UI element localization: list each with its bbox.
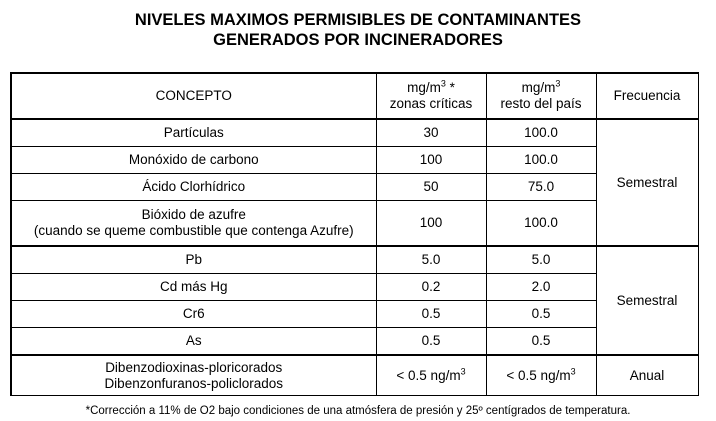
header-sub-label: zonas críticas	[389, 96, 473, 111]
header-frecuencia: Frecuencia	[596, 73, 698, 119]
value-exponent: 3	[570, 366, 576, 376]
header-sub-label: resto del país	[500, 96, 582, 111]
cell-resto: 0.5	[486, 301, 596, 328]
cell-critica: 5.0	[376, 246, 486, 274]
cell-critica: 30	[376, 119, 486, 147]
concepto-note: (cuando se queme combustible que contenga Azufre)	[33, 223, 354, 238]
concepto-label: Bióxido de azufre	[141, 207, 246, 222]
cell-resto: 100.0	[486, 119, 596, 147]
table-row	[11, 147, 698, 174]
value-text: < 0.5 ng/m	[506, 367, 571, 383]
cell-resto: 0.5	[486, 328, 596, 356]
cell-resto: 100.0	[486, 201, 596, 247]
header-concepto: CONCEPTO	[11, 73, 376, 119]
cell-critica: 100	[376, 201, 486, 247]
cell-concepto: Pb	[11, 246, 376, 274]
concepto-line-2: Dibenzonfuranos-policlorados	[104, 375, 284, 391]
cell-concepto: Cr6	[11, 301, 376, 328]
cell-critica: 0.5	[376, 301, 486, 328]
cell-frecuencia: Anual	[596, 355, 698, 396]
cell-concepto: Cd más Hg	[11, 274, 376, 301]
cell-resto: 2.0	[486, 274, 596, 301]
cell-resto: 75.0	[486, 174, 596, 201]
cell-frecuencia: Semestral	[596, 119, 698, 246]
table-row	[11, 119, 698, 147]
header-unit-exponent: 3	[555, 78, 561, 89]
header-zonas-criticas	[376, 73, 486, 119]
cell-critica: 0.2	[376, 274, 486, 301]
emissions-limits-table	[10, 72, 699, 396]
table-row	[11, 174, 698, 201]
cell-critica	[376, 355, 486, 396]
header-unit-exponent: 3	[440, 78, 446, 89]
cell-concepto	[11, 201, 376, 247]
header-unit: mg/m	[407, 80, 441, 95]
concepto-line-1: Dibenzodioxinas-ploricorados	[105, 359, 283, 375]
table-row	[11, 201, 698, 247]
table-row	[11, 355, 698, 396]
cell-concepto: As	[11, 328, 376, 356]
table-row	[11, 274, 698, 301]
page-title-line-2: GENERADOS POR INCINERADORES	[213, 31, 503, 49]
cell-resto: 100.0	[486, 147, 596, 174]
cell-resto: 5.0	[486, 246, 596, 274]
cell-critica: 0.5	[376, 328, 486, 356]
header-asterisk: *	[445, 80, 455, 95]
cell-concepto: Monóxido de carbono	[11, 147, 376, 174]
cell-critica: 100	[376, 147, 486, 174]
table-row	[11, 301, 698, 328]
cell-resto	[486, 355, 596, 396]
table-row	[11, 246, 698, 274]
table-row	[11, 328, 698, 356]
value-text: < 0.5 ng/m	[396, 367, 461, 383]
table-header-row	[11, 73, 698, 119]
page-title-line-1: NIVELES MAXIMOS PERMISIBLES DE CONTAMINANTES	[134, 11, 582, 29]
cell-critica: 50	[376, 174, 486, 201]
value-exponent: 3	[460, 366, 466, 376]
footnote: *Corrección a 11% de O2 bajo condiciones de una atmósfera de presión y 25º centígrados de temperatura.	[85, 405, 631, 417]
header-resto-del-pais	[486, 73, 596, 119]
cell-frecuencia: Semestral	[596, 246, 698, 355]
cell-concepto: Partículas	[11, 119, 376, 147]
header-unit: mg/m	[521, 80, 556, 95]
cell-concepto	[11, 355, 376, 396]
cell-concepto: Ácido Clorhídrico	[11, 174, 376, 201]
